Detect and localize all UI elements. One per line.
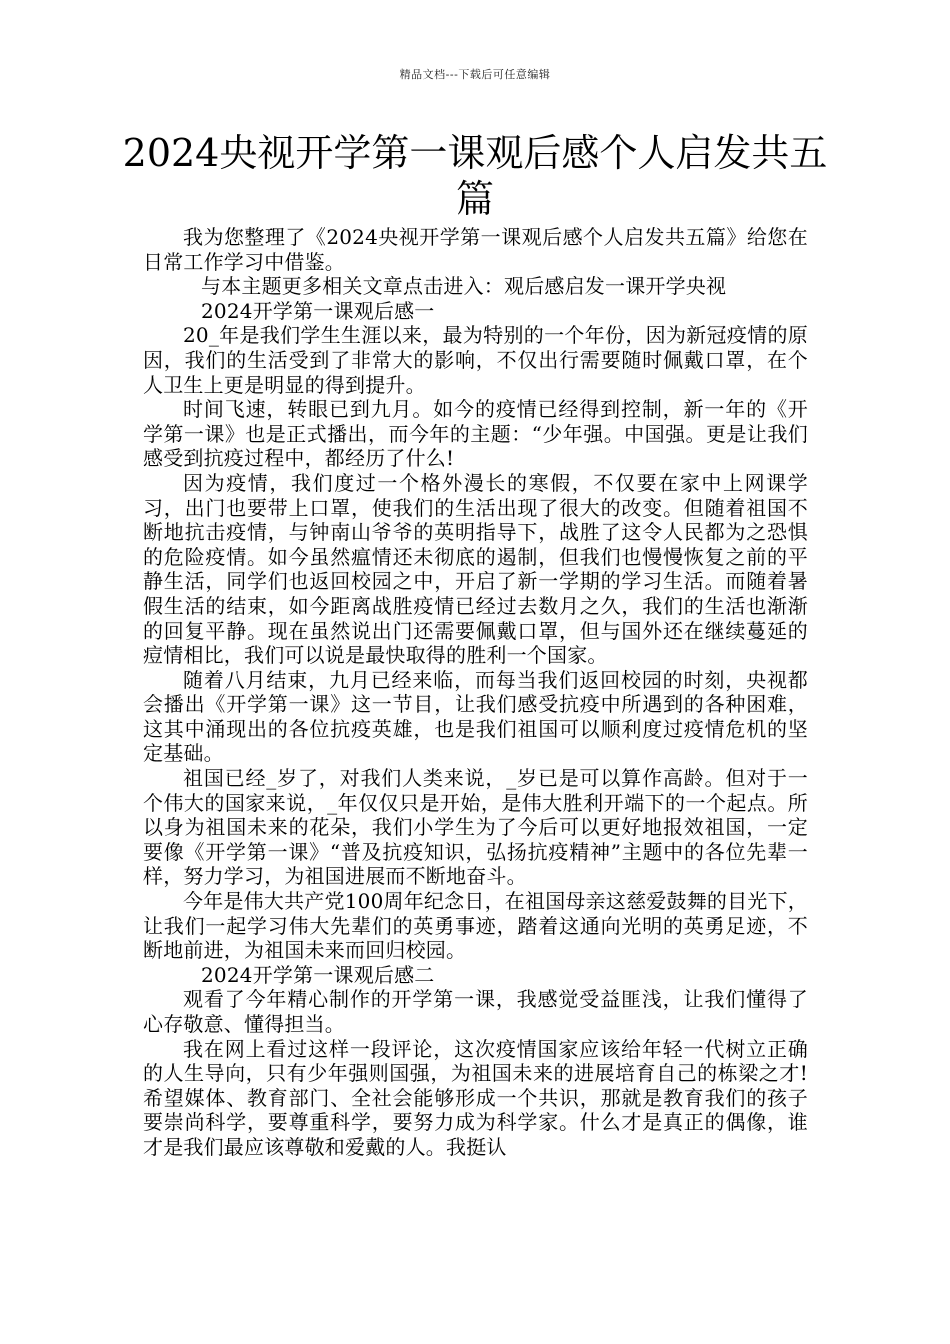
body-paragraph: 时间飞速，转眼已到九月。如今的疫情已经得到控制，新一年的《开学第一课》也是正式播出，而今年的主题：“少年强。中国强。更是让我们感受到抗疫过程中，都经历了什么! bbox=[143, 397, 808, 471]
section-heading: 与本主题更多相关文章点击进入：观后感启发一课开学央视 bbox=[201, 274, 727, 299]
body-paragraph: 随着八月结束，九月已经来临，而每当我们返回校园的时刻，央视都会播出《开学第一课》这一节目，让我们感受抗疫中所遇到的各种困难，这其中涌现出的各位抗疫英雄，也是我们祖国可以顺利度过疫情危机的坚定基础。 bbox=[143, 667, 808, 766]
body-paragraph: 因为疫情，我们度过一个格外漫长的寒假，不仅要在家中上网课学习，出门也要带上口罩，使我们的生活出现了很大的改变。但随着祖国不断地抗击疫情，与钟南山爷爷的英明指导下，战胜了这令人民都为之恐惧的危险疫情。如今虽然瘟情还未彻底的遏制，但我们也慢慢恢复之前的平静生活，同学们也返回校园之中，开启了新一学期的学习生活。而随着暑假生活的结束，如今距离战胜疫情已经过去数月之久，我们的生活也渐渐的回复平静。现在虽然说出门还需要佩戴口罩，但与国外还在继续蔓延的痘情相比，我们可以说是最快取得的胜利一个国家。 bbox=[143, 470, 808, 668]
body-paragraph: 我在网上看过这样一段评论，这次疫情国家应该给年轻一代树立正确的人生导向，只有少年强则国强，为祖国未来的进展培育自己的栋梁之才!希望媒体、教育部门、全社会能够形成一个共识，那就是教育我们的孩子要崇尚科学，要尊重科学，要努力成为科学家。什么才是真正的偶像，谁才是我们最应该尊敬和爱戴的人。我挺认 bbox=[143, 1036, 808, 1159]
section-heading: 2024开学第一课观后感一 bbox=[201, 298, 435, 323]
body-paragraph: 今年是伟大共产党100周年纪念日，在祖国母亲这慈爱鼓舞的目光下，让我们一起学习伟大先辈们的英勇事迹，踏着这通向光明的英勇足迹，不断地前进，为祖国未来而回归校园。 bbox=[143, 889, 808, 963]
document-title: 2024央视开学第一课观后感个人启发共五篇 bbox=[122, 131, 828, 221]
body-paragraph: 20_年是我们学生生涯以来，最为特别的一个年份，因为新冠疫情的原因，我们的生活受到了非常大的影响，不仅出行需要随时佩戴口罩，在个人卫生上更是明显的得到提升。 bbox=[143, 323, 808, 397]
section-heading: 2024开学第一课观后感二 bbox=[201, 962, 435, 987]
body-paragraph: 观看了今年精心制作的开学第一课，我感觉受益匪浅，让我们懂得了心存敬意、懂得担当。 bbox=[143, 987, 808, 1036]
page-header: 精品文档---下载后可任意编辑 bbox=[399, 68, 551, 81]
document-body bbox=[143, 225, 808, 1160]
body-paragraph: 我为您整理了《2024央视开学第一课观后感个人启发共五篇》给您在日常工作学习中借鉴。 bbox=[143, 225, 808, 274]
body-paragraph: 祖国已经_岁了，对我们人类来说，_岁已是可以算作高龄。但对于一个伟大的国家来说，_年仅仅只是开始，是伟大胜利开端下的一个起点。所以身为祖国未来的花朵，我们小学生为了今后可以更好地报效祖国，一定要像《开学第一课》“普及抗疫知识，弘扬抗疫精神”主题中的各位先辈一样，努力学习，为祖国进展而不断地奋斗。 bbox=[143, 766, 808, 889]
